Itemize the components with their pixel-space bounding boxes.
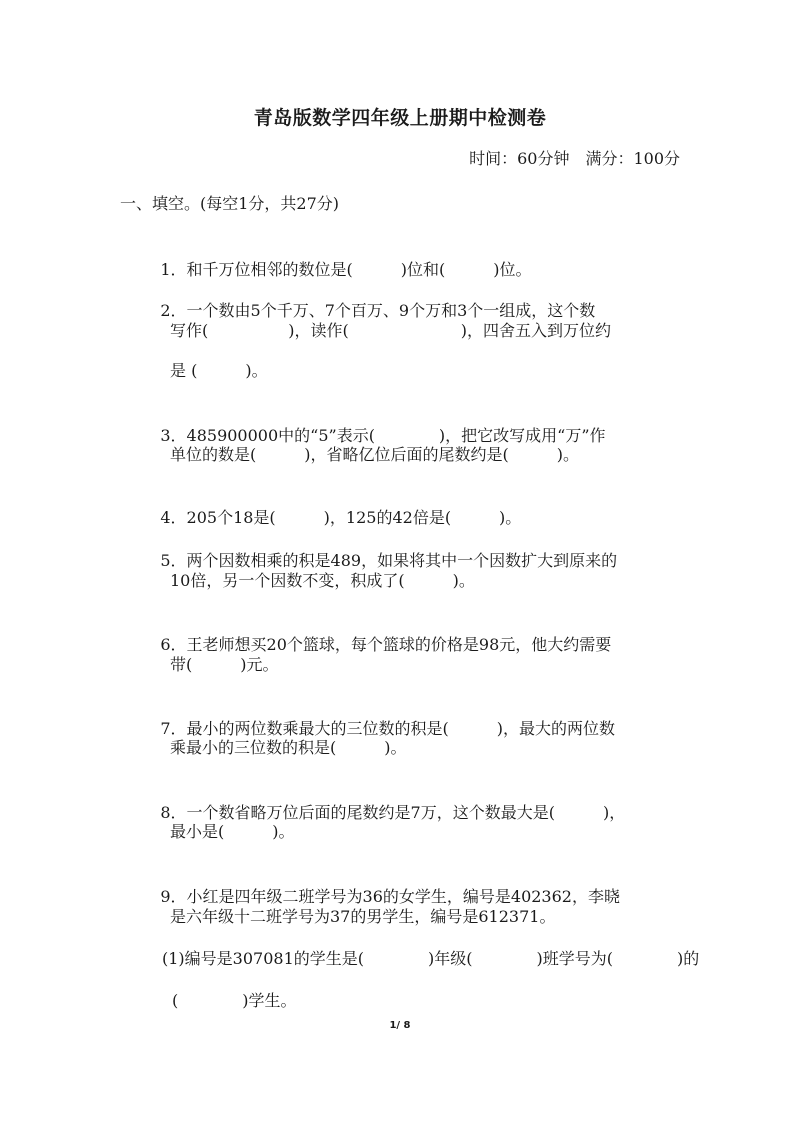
question-number: 3．: [160, 426, 187, 445]
question-text: 一个数由5个千万、7个百万、9个万和3个一组成，这个数: [186, 301, 596, 320]
question-9-sub-1-line-2: ( )学生。: [172, 991, 297, 1010]
question-text: 一个数省略万位后面的尾数约是7万，这个数最大是( )，: [186, 803, 626, 822]
question-7-line-2: 乘最小的三位数的积是( )。: [170, 738, 407, 757]
question-6-line-2: 带( )元。: [170, 655, 279, 674]
question-text: 王老师想买20个篮球，每个篮球的价格是98元，他大约需要: [186, 635, 612, 654]
question-number: 9．: [160, 887, 187, 906]
section-heading: 一、填空。(每空1分，共27分): [120, 194, 340, 213]
question-text: 485900000中的“5”表示( )，把它改写成用“万”作: [186, 426, 606, 445]
page-title: 青岛版数学四年级上册期中检测卷: [253, 107, 547, 129]
question-5-line-2: 10倍，另一个因数不变，积成了( )。: [170, 571, 475, 590]
question-number: 8．: [160, 803, 187, 822]
question-number: 4．: [160, 508, 187, 527]
exam-meta: 时间：60分钟 满分：100分: [469, 149, 680, 168]
question-number: 6．: [160, 635, 187, 654]
question-text: 两个因数相乘的积是489，如果将其中一个因数扩大到原来的: [186, 551, 618, 570]
question-text: 最小的两位数乘最大的三位数的积是( )，最大的两位数: [186, 719, 616, 738]
question-9-sub-1: (1)编号是307081的学生是( )年级( )班学号为( )的: [162, 949, 700, 968]
question-2-line-2: 写作( )，读作( )，四舍五入到万位约: [170, 321, 611, 340]
question-8-line-2: 最小是( )。: [170, 822, 295, 841]
page-number: 1/ 8: [389, 1020, 411, 1031]
question-2-line-3: 是 ( )。: [170, 361, 268, 380]
question-number: 2．: [160, 301, 187, 320]
question-text: 205个18是( )，125的42倍是( )。: [186, 508, 522, 527]
question-3-line-2: 单位的数是( )，省略亿位后面的尾数约是( )。: [170, 445, 579, 464]
question-9-line-2: 是六年级十二班学号为37的男学生，编号是612371。: [170, 907, 556, 926]
question-text: 和千万位相邻的数位是( )位和( )位。: [186, 260, 532, 279]
question-number: 1．: [160, 260, 187, 279]
question-text: 小红是四年级二班学号为36的女学生，编号是402362，李晓: [186, 887, 620, 906]
question-number: 7．: [160, 719, 187, 738]
question-number: 5．: [160, 551, 187, 570]
